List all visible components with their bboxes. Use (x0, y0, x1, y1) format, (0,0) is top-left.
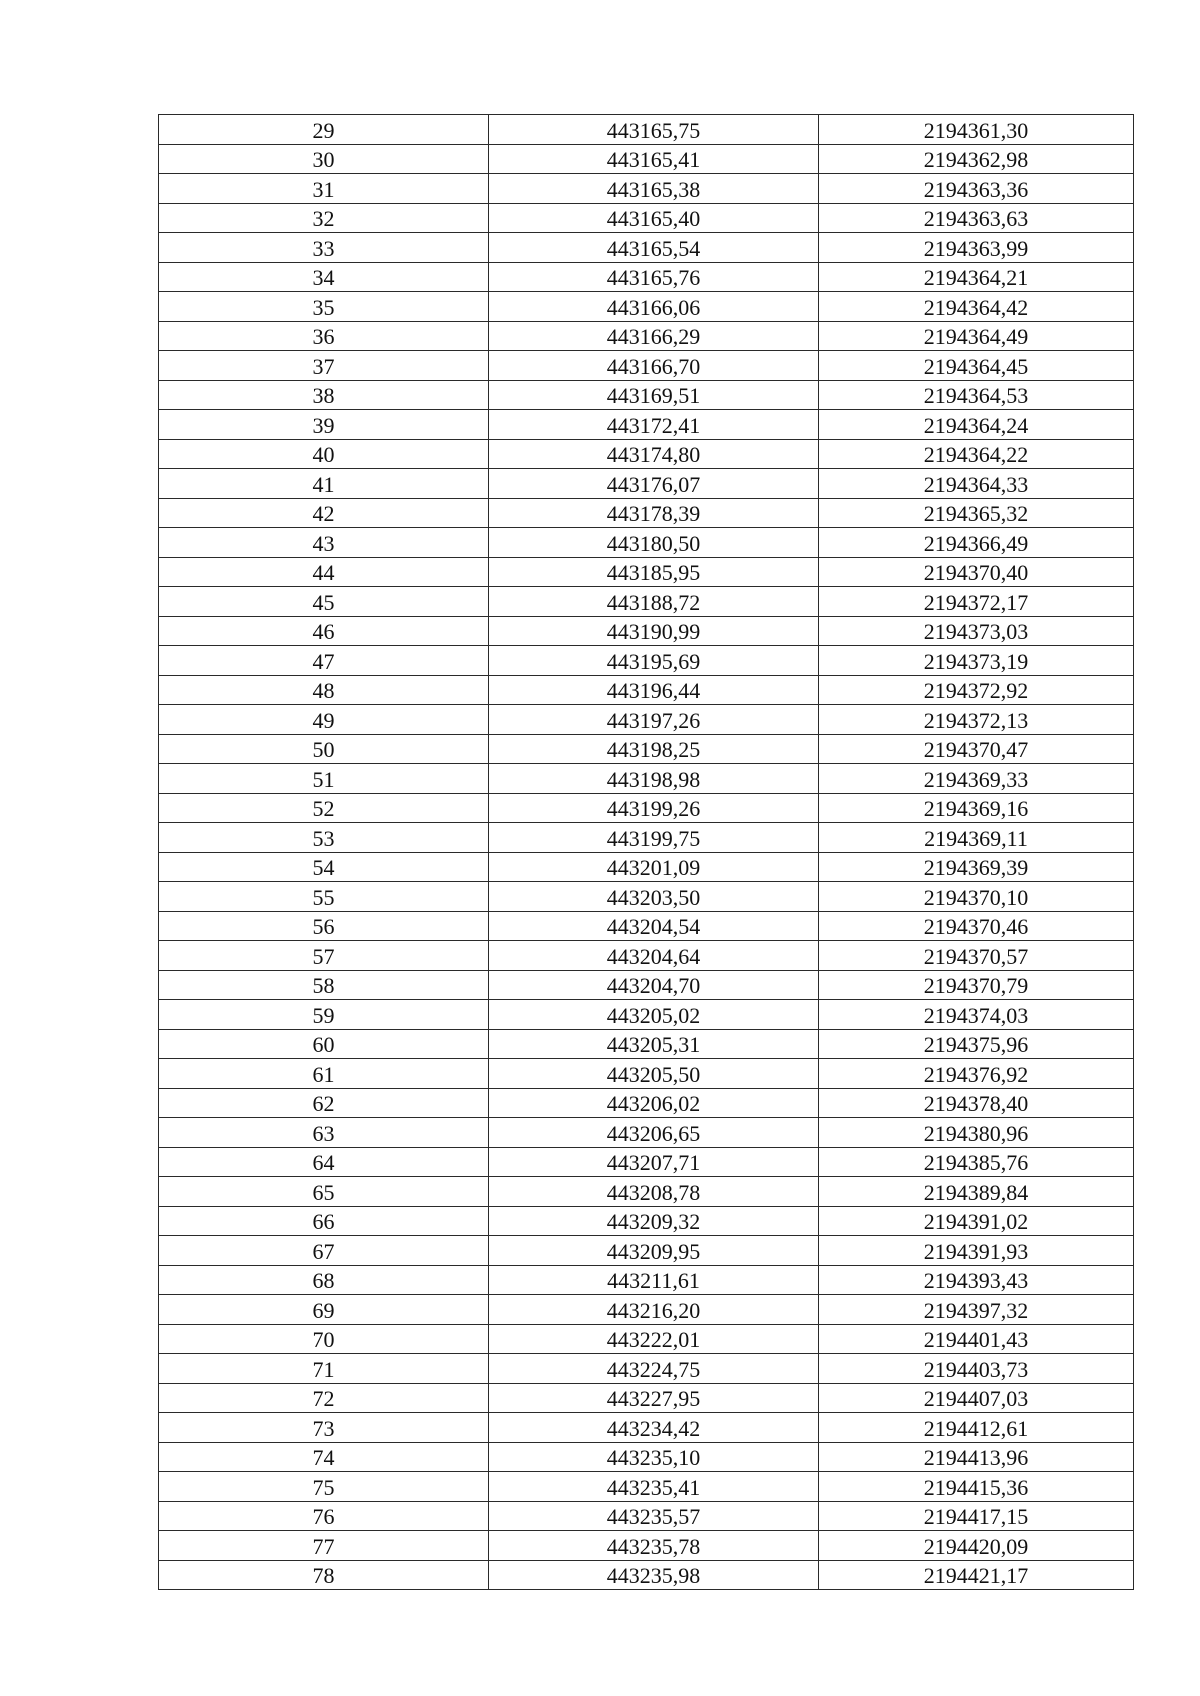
y-coordinate-cell: 2194370,57 (819, 941, 1134, 971)
table-row (159, 911, 1134, 941)
table-row (159, 1295, 1134, 1325)
y-coordinate-cell: 2194372,17 (819, 587, 1134, 617)
y-coordinate-cell: 2194364,45 (819, 351, 1134, 381)
coordinates-table-body (159, 115, 1134, 1590)
point-number-cell: 66 (159, 1206, 489, 1236)
x-coordinate-cell: 443180,50 (489, 528, 819, 558)
y-coordinate-cell: 2194363,99 (819, 233, 1134, 263)
point-number-cell: 29 (159, 115, 489, 145)
point-number-cell: 32 (159, 203, 489, 233)
table-row (159, 823, 1134, 853)
table-row (159, 1236, 1134, 1266)
point-number-cell: 35 (159, 292, 489, 322)
y-coordinate-cell: 2194369,16 (819, 793, 1134, 823)
y-coordinate-cell: 2194372,13 (819, 705, 1134, 735)
point-number-cell: 52 (159, 793, 489, 823)
table-row (159, 793, 1134, 823)
point-number-cell: 46 (159, 616, 489, 646)
point-number-cell: 70 (159, 1324, 489, 1354)
y-coordinate-cell: 2194363,63 (819, 203, 1134, 233)
table-row (159, 469, 1134, 499)
table-row (159, 587, 1134, 617)
x-coordinate-cell: 443166,06 (489, 292, 819, 322)
table-row (159, 764, 1134, 794)
y-coordinate-cell: 2194364,22 (819, 439, 1134, 469)
x-coordinate-cell: 443235,78 (489, 1531, 819, 1561)
x-coordinate-cell: 443165,38 (489, 174, 819, 204)
y-coordinate-cell: 2194415,36 (819, 1472, 1134, 1502)
table-row (159, 1000, 1134, 1030)
x-coordinate-cell: 443165,76 (489, 262, 819, 292)
y-coordinate-cell: 2194391,02 (819, 1206, 1134, 1236)
table-row (159, 1206, 1134, 1236)
table-row (159, 1029, 1134, 1059)
point-number-cell: 60 (159, 1029, 489, 1059)
point-number-cell: 75 (159, 1472, 489, 1502)
point-number-cell: 77 (159, 1531, 489, 1561)
point-number-cell: 44 (159, 557, 489, 587)
x-coordinate-cell: 443197,26 (489, 705, 819, 735)
y-coordinate-cell: 2194364,21 (819, 262, 1134, 292)
x-coordinate-cell: 443169,51 (489, 380, 819, 410)
x-coordinate-cell: 443166,70 (489, 351, 819, 381)
table-row (159, 410, 1134, 440)
table-row (159, 705, 1134, 735)
y-coordinate-cell: 2194363,36 (819, 174, 1134, 204)
x-coordinate-cell: 443207,71 (489, 1147, 819, 1177)
x-coordinate-cell: 443196,44 (489, 675, 819, 705)
x-coordinate-cell: 443235,41 (489, 1472, 819, 1502)
y-coordinate-cell: 2194370,10 (819, 882, 1134, 912)
y-coordinate-cell: 2194370,79 (819, 970, 1134, 1000)
point-number-cell: 37 (159, 351, 489, 381)
point-number-cell: 39 (159, 410, 489, 440)
x-coordinate-cell: 443211,61 (489, 1265, 819, 1295)
point-number-cell: 69 (159, 1295, 489, 1325)
x-coordinate-cell: 443185,95 (489, 557, 819, 587)
x-coordinate-cell: 443195,69 (489, 646, 819, 676)
y-coordinate-cell: 2194369,11 (819, 823, 1134, 853)
y-coordinate-cell: 2194403,73 (819, 1354, 1134, 1384)
x-coordinate-cell: 443165,40 (489, 203, 819, 233)
y-coordinate-cell: 2194370,40 (819, 557, 1134, 587)
point-number-cell: 47 (159, 646, 489, 676)
y-coordinate-cell: 2194420,09 (819, 1531, 1134, 1561)
point-number-cell: 76 (159, 1501, 489, 1531)
table-row (159, 1413, 1134, 1443)
point-number-cell: 41 (159, 469, 489, 499)
table-row (159, 380, 1134, 410)
x-coordinate-cell: 443199,75 (489, 823, 819, 853)
y-coordinate-cell: 2194365,32 (819, 498, 1134, 528)
x-coordinate-cell: 443205,02 (489, 1000, 819, 1030)
y-coordinate-cell: 2194364,24 (819, 410, 1134, 440)
x-coordinate-cell: 443205,31 (489, 1029, 819, 1059)
x-coordinate-cell: 443166,29 (489, 321, 819, 351)
table-row (159, 941, 1134, 971)
table-row (159, 734, 1134, 764)
table-row (159, 1531, 1134, 1561)
y-coordinate-cell: 2194366,49 (819, 528, 1134, 558)
point-number-cell: 57 (159, 941, 489, 971)
x-coordinate-cell: 443165,41 (489, 144, 819, 174)
point-number-cell: 78 (159, 1560, 489, 1590)
x-coordinate-cell: 443208,78 (489, 1177, 819, 1207)
y-coordinate-cell: 2194380,96 (819, 1118, 1134, 1148)
y-coordinate-cell: 2194364,42 (819, 292, 1134, 322)
y-coordinate-cell: 2194407,03 (819, 1383, 1134, 1413)
point-number-cell: 72 (159, 1383, 489, 1413)
x-coordinate-cell: 443222,01 (489, 1324, 819, 1354)
table-row (159, 292, 1134, 322)
table-row (159, 1324, 1134, 1354)
y-coordinate-cell: 2194369,39 (819, 852, 1134, 882)
point-number-cell: 48 (159, 675, 489, 705)
table-row (159, 557, 1134, 587)
point-number-cell: 40 (159, 439, 489, 469)
table-row (159, 1383, 1134, 1413)
point-number-cell: 50 (159, 734, 489, 764)
y-coordinate-cell: 2194372,92 (819, 675, 1134, 705)
y-coordinate-cell: 2194421,17 (819, 1560, 1134, 1590)
point-number-cell: 53 (159, 823, 489, 853)
point-number-cell: 58 (159, 970, 489, 1000)
table-row (159, 1354, 1134, 1384)
y-coordinate-cell: 2194369,33 (819, 764, 1134, 794)
x-coordinate-cell: 443174,80 (489, 439, 819, 469)
x-coordinate-cell: 443204,64 (489, 941, 819, 971)
table-row (159, 174, 1134, 204)
table-row (159, 1059, 1134, 1089)
x-coordinate-cell: 443165,75 (489, 115, 819, 145)
table-row (159, 439, 1134, 469)
x-coordinate-cell: 443190,99 (489, 616, 819, 646)
point-number-cell: 55 (159, 882, 489, 912)
table-row (159, 321, 1134, 351)
table-row (159, 616, 1134, 646)
point-number-cell: 64 (159, 1147, 489, 1177)
y-coordinate-cell: 2194378,40 (819, 1088, 1134, 1118)
x-coordinate-cell: 443176,07 (489, 469, 819, 499)
point-number-cell: 73 (159, 1413, 489, 1443)
x-coordinate-cell: 443178,39 (489, 498, 819, 528)
point-number-cell: 71 (159, 1354, 489, 1384)
x-coordinate-cell: 443206,65 (489, 1118, 819, 1148)
table-row (159, 1501, 1134, 1531)
y-coordinate-cell: 2194417,15 (819, 1501, 1134, 1531)
y-coordinate-cell: 2194385,76 (819, 1147, 1134, 1177)
point-number-cell: 31 (159, 174, 489, 204)
table-row (159, 351, 1134, 381)
table-row (159, 203, 1134, 233)
table-row (159, 1472, 1134, 1502)
table-row (159, 1265, 1134, 1295)
table-row (159, 1147, 1134, 1177)
x-coordinate-cell: 443188,72 (489, 587, 819, 617)
point-number-cell: 38 (159, 380, 489, 410)
x-coordinate-cell: 443165,54 (489, 233, 819, 263)
point-number-cell: 30 (159, 144, 489, 174)
point-number-cell: 56 (159, 911, 489, 941)
x-coordinate-cell: 443235,57 (489, 1501, 819, 1531)
x-coordinate-cell: 443199,26 (489, 793, 819, 823)
coordinates-table (158, 114, 1134, 1590)
point-number-cell: 54 (159, 852, 489, 882)
point-number-cell: 49 (159, 705, 489, 735)
table-row (159, 528, 1134, 558)
x-coordinate-cell: 443234,42 (489, 1413, 819, 1443)
y-coordinate-cell: 2194364,49 (819, 321, 1134, 351)
y-coordinate-cell: 2194391,93 (819, 1236, 1134, 1266)
x-coordinate-cell: 443209,95 (489, 1236, 819, 1266)
table-row (159, 1118, 1134, 1148)
x-coordinate-cell: 443235,10 (489, 1442, 819, 1472)
table-row (159, 1088, 1134, 1118)
table-row (159, 882, 1134, 912)
table-row (159, 144, 1134, 174)
x-coordinate-cell: 443235,98 (489, 1560, 819, 1590)
x-coordinate-cell: 443227,95 (489, 1383, 819, 1413)
x-coordinate-cell: 443201,09 (489, 852, 819, 882)
point-number-cell: 65 (159, 1177, 489, 1207)
y-coordinate-cell: 2194373,19 (819, 646, 1134, 676)
x-coordinate-cell: 443198,25 (489, 734, 819, 764)
point-number-cell: 42 (159, 498, 489, 528)
x-coordinate-cell: 443203,50 (489, 882, 819, 912)
point-number-cell: 33 (159, 233, 489, 263)
y-coordinate-cell: 2194370,47 (819, 734, 1134, 764)
y-coordinate-cell: 2194401,43 (819, 1324, 1134, 1354)
point-number-cell: 43 (159, 528, 489, 558)
table-row (159, 675, 1134, 705)
x-coordinate-cell: 443206,02 (489, 1088, 819, 1118)
point-number-cell: 74 (159, 1442, 489, 1472)
table-row (159, 262, 1134, 292)
x-coordinate-cell: 443224,75 (489, 1354, 819, 1384)
point-number-cell: 68 (159, 1265, 489, 1295)
y-coordinate-cell: 2194373,03 (819, 616, 1134, 646)
y-coordinate-cell: 2194412,61 (819, 1413, 1134, 1443)
table-row (159, 1560, 1134, 1590)
x-coordinate-cell: 443204,54 (489, 911, 819, 941)
table-row (159, 1177, 1134, 1207)
y-coordinate-cell: 2194376,92 (819, 1059, 1134, 1089)
y-coordinate-cell: 2194413,96 (819, 1442, 1134, 1472)
point-number-cell: 51 (159, 764, 489, 794)
point-number-cell: 62 (159, 1088, 489, 1118)
y-coordinate-cell: 2194393,43 (819, 1265, 1134, 1295)
table-row (159, 115, 1134, 145)
table-row (159, 970, 1134, 1000)
x-coordinate-cell: 443204,70 (489, 970, 819, 1000)
point-number-cell: 45 (159, 587, 489, 617)
table-row (159, 498, 1134, 528)
y-coordinate-cell: 2194362,98 (819, 144, 1134, 174)
x-coordinate-cell: 443198,98 (489, 764, 819, 794)
point-number-cell: 61 (159, 1059, 489, 1089)
table-row (159, 646, 1134, 676)
point-number-cell: 36 (159, 321, 489, 351)
x-coordinate-cell: 443205,50 (489, 1059, 819, 1089)
x-coordinate-cell: 443216,20 (489, 1295, 819, 1325)
x-coordinate-cell: 443172,41 (489, 410, 819, 440)
x-coordinate-cell: 443209,32 (489, 1206, 819, 1236)
point-number-cell: 34 (159, 262, 489, 292)
y-coordinate-cell: 2194374,03 (819, 1000, 1134, 1030)
point-number-cell: 63 (159, 1118, 489, 1148)
table-row (159, 1442, 1134, 1472)
point-number-cell: 67 (159, 1236, 489, 1266)
y-coordinate-cell: 2194375,96 (819, 1029, 1134, 1059)
y-coordinate-cell: 2194361,30 (819, 115, 1134, 145)
y-coordinate-cell: 2194370,46 (819, 911, 1134, 941)
table-row (159, 233, 1134, 263)
y-coordinate-cell: 2194364,53 (819, 380, 1134, 410)
y-coordinate-cell: 2194364,33 (819, 469, 1134, 499)
y-coordinate-cell: 2194389,84 (819, 1177, 1134, 1207)
point-number-cell: 59 (159, 1000, 489, 1030)
y-coordinate-cell: 2194397,32 (819, 1295, 1134, 1325)
table-row (159, 852, 1134, 882)
